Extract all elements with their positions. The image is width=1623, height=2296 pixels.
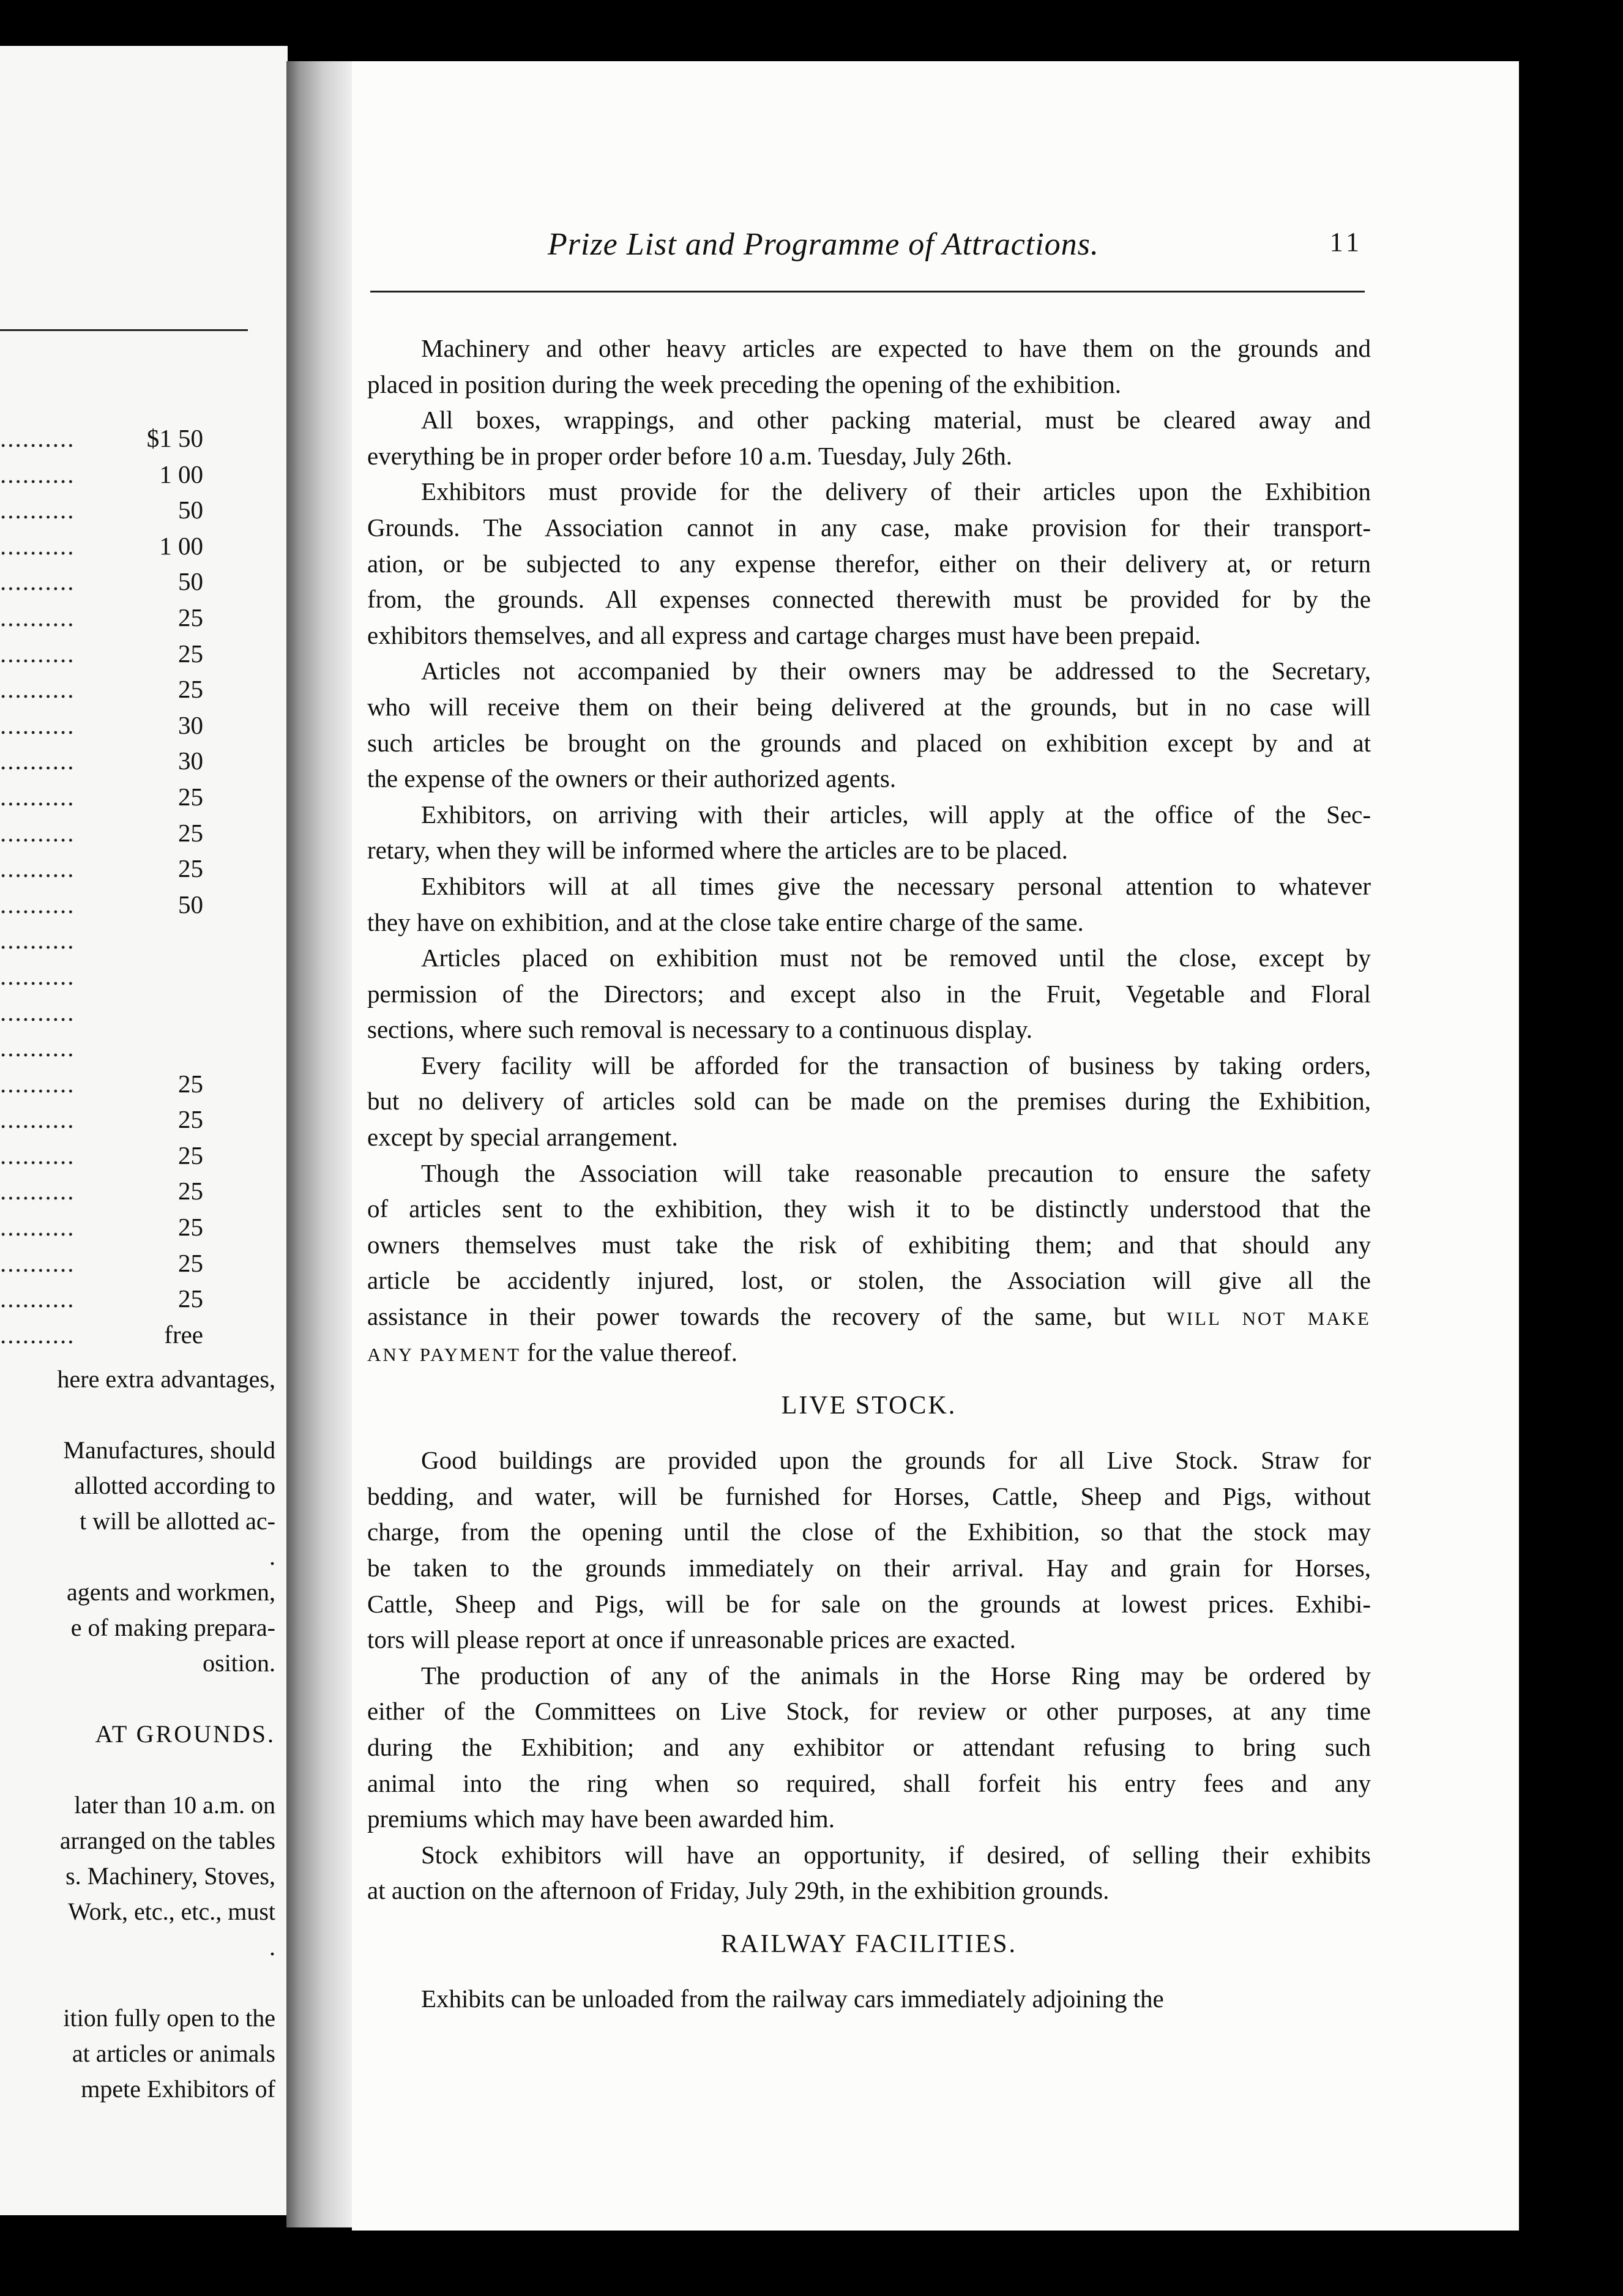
price-row bbox=[0, 851, 220, 887]
price-amount: 25 bbox=[174, 600, 203, 636]
text-segment: assistance in their power towards the recovery of the same, but bbox=[367, 1302, 1146, 1331]
price-leader: .......... bbox=[0, 1320, 75, 1349]
left-fragment-line: at articles or animals bbox=[72, 2040, 275, 2067]
text-line bbox=[367, 1335, 1371, 1371]
price-amount: 25 bbox=[174, 1209, 203, 1245]
price-leader: .......... bbox=[0, 424, 75, 452]
text-line: All boxes, wrappings, and other packing material, must be cleared away and bbox=[421, 406, 1371, 434]
price-leader: .......... bbox=[0, 961, 75, 990]
paragraph-stock-auction bbox=[367, 1837, 1371, 1909]
text-line: during the Exhibition; and any exhibitor or attendant refusing to bring such bbox=[367, 1732, 1371, 1761]
text-line: animal into the ring when so required, shall forfeit his entry fees and any bbox=[367, 1769, 1371, 1797]
price-row bbox=[0, 1030, 220, 1066]
price-leader: .......... bbox=[0, 1177, 75, 1206]
price-row bbox=[0, 958, 220, 994]
left-fragment-line: agents and workmen, bbox=[66, 1578, 275, 1606]
price-amount: 25 bbox=[174, 1281, 203, 1317]
text-line: Articles placed on exhibition must not be removed until the close, except by bbox=[421, 944, 1371, 972]
text-line: bedding, and water, will be furnished for Horses, Cattle, Sheep and Pigs, without bbox=[367, 1482, 1371, 1510]
section-title-live-stock: LIVE STOCK. bbox=[781, 1392, 957, 1420]
price-row bbox=[0, 564, 220, 600]
price-amount: 50 bbox=[174, 887, 203, 923]
left-fragment-line: AT GROUNDS. bbox=[95, 1720, 275, 1748]
price-leader: .......... bbox=[0, 1105, 75, 1134]
page-number: 11 bbox=[1329, 227, 1363, 257]
left-fragment-line: Manufactures, should bbox=[63, 1436, 275, 1464]
left-fragment-line: arranged on the tables bbox=[59, 1827, 275, 1854]
price-leader: .......... bbox=[0, 1034, 75, 1062]
price-leader: .......... bbox=[0, 890, 75, 919]
text-line: Articles not accompanied by their owners may be addressed to the Secretary, bbox=[421, 657, 1371, 685]
text-line: from, the grounds. All expenses connected therewith must be provided for by the bbox=[367, 585, 1371, 614]
text-line: Exhibitors, on arriving with their articles, will apply at the office of the Sec- bbox=[421, 800, 1371, 829]
price-leader: .......... bbox=[0, 854, 75, 883]
price-row bbox=[0, 779, 220, 815]
price-amount: free bbox=[160, 1317, 203, 1353]
text-segment: for the value thereof. bbox=[527, 1338, 737, 1366]
price-row bbox=[0, 1245, 220, 1281]
text-line: retary, when they will be informed where the articles are to be placed. bbox=[367, 836, 1068, 865]
price-amount: 30 bbox=[174, 743, 203, 779]
text-line bbox=[367, 1191, 1371, 1227]
price-amount: $1 50 bbox=[143, 420, 203, 457]
price-row bbox=[0, 420, 220, 457]
paragraph-delivery bbox=[367, 474, 1371, 653]
paragraph-heavy-articles bbox=[367, 330, 1371, 402]
price-row bbox=[0, 1138, 220, 1174]
left-fragment-line: e of making prepara- bbox=[70, 1614, 275, 1641]
left-fragment-line bbox=[0, 1965, 275, 2000]
text-line bbox=[367, 1299, 1371, 1335]
left-fragment-line: allotted according to bbox=[74, 1472, 275, 1499]
text-line: Every facility will be afforded for the transaction of business by taking orders, bbox=[421, 1051, 1371, 1079]
text-line: premiums which may have been awarded him. bbox=[367, 1805, 835, 1833]
price-leader: .......... bbox=[0, 460, 75, 488]
price-amount: 50 bbox=[174, 564, 203, 600]
page-header bbox=[352, 226, 1519, 269]
text-line: everything be in proper order before 10 a.m. Tuesday, July 26th. bbox=[367, 441, 1013, 470]
text-line: permission of the Directors; and except also in the Fruit, Vegetable and Floral bbox=[367, 979, 1371, 1008]
price-amount: 25 bbox=[174, 779, 203, 815]
price-row bbox=[0, 707, 220, 744]
price-row bbox=[0, 887, 220, 923]
price-amount: 25 bbox=[174, 1101, 203, 1138]
price-row bbox=[0, 457, 220, 493]
text-line: either of the Committees on Live Stock, for review or other purposes, at any time bbox=[367, 1697, 1371, 1726]
paragraph-business bbox=[367, 1048, 1371, 1155]
price-leader: .......... bbox=[0, 639, 75, 668]
price-amount: 25 bbox=[174, 815, 203, 851]
text-segment: of articles sent to the exhibition, they wish it to be distinctly understood that the bbox=[367, 1195, 1371, 1223]
price-leader: .......... bbox=[0, 710, 75, 739]
text-line: who will receive them on their being delivered at the grounds, but in no case will bbox=[367, 692, 1371, 721]
left-page-rule bbox=[0, 329, 248, 331]
paragraph-live-stock-buildings bbox=[367, 1442, 1371, 1658]
price-leader: .......... bbox=[0, 926, 75, 955]
text-line: sections, where such removal is necessary to a continuous display. bbox=[367, 1015, 1032, 1044]
paragraph-packing-material bbox=[367, 402, 1371, 474]
price-leader: .......... bbox=[0, 747, 75, 775]
running-title: Prize List and Programme of Attractions. bbox=[548, 227, 1099, 262]
text-line bbox=[367, 1262, 1371, 1299]
price-row bbox=[0, 1317, 220, 1353]
price-amount: 25 bbox=[174, 1138, 203, 1174]
price-amount: 30 bbox=[174, 707, 203, 744]
text-line: placed in position during the week preceding the opening of the exhibition. bbox=[367, 370, 1121, 398]
price-row bbox=[0, 922, 220, 958]
left-text-fragments bbox=[0, 1362, 282, 2107]
text-line bbox=[367, 1227, 1371, 1263]
left-fragment-line: here extra advantages, bbox=[57, 1365, 275, 1393]
text-line: exhibitors themselves, and all express and cartage charges must have been prepaid. bbox=[367, 621, 1201, 649]
price-leader: .......... bbox=[0, 1213, 75, 1242]
left-fragment-line bbox=[0, 1681, 275, 1716]
price-leader: .......... bbox=[0, 567, 75, 596]
price-leader: .......... bbox=[0, 1141, 75, 1169]
price-leader: .......... bbox=[0, 997, 75, 1026]
paragraph-railway bbox=[367, 1981, 1371, 2017]
price-row bbox=[0, 600, 220, 636]
paragraph-horse-ring bbox=[367, 1658, 1371, 1837]
price-row bbox=[0, 994, 220, 1031]
text-line: be taken to the grounds immediately on their arrival. Hay and grain for Horses, bbox=[367, 1554, 1371, 1582]
text-segment: article be accidently injured, lost, or stolen, the Association will give all the bbox=[367, 1266, 1371, 1295]
text-line: Exhibitors must provide for the delivery of their articles upon the Exhibition bbox=[421, 477, 1371, 506]
price-amount: 25 bbox=[174, 1173, 203, 1209]
text-line: they have on exhibition, and at the close take entire charge of the same. bbox=[367, 908, 1084, 936]
price-leader: .......... bbox=[0, 675, 75, 704]
book-gutter-shadow bbox=[286, 61, 354, 2227]
price-row bbox=[0, 671, 220, 707]
text-line: the expense of the owners or their authorized agents. bbox=[367, 764, 897, 793]
left-page bbox=[0, 46, 288, 2215]
price-leader: .......... bbox=[0, 782, 75, 811]
price-amount: 50 bbox=[174, 492, 203, 528]
right-page bbox=[352, 61, 1519, 2231]
text-line: at auction on the afternoon of Friday, July 29th, in the exhibition grounds. bbox=[367, 1876, 1110, 1905]
price-amount: 25 bbox=[174, 636, 203, 672]
header-rule bbox=[370, 291, 1365, 293]
text-segment: owners themselves must take the risk of exhibiting them; and that should any bbox=[367, 1230, 1371, 1259]
small-caps-text: ANY PAYMENT bbox=[367, 1343, 521, 1365]
text-line: The production of any of the animals in the Horse Ring may be ordered by bbox=[421, 1661, 1371, 1690]
left-fragment-line: ition fully open to the bbox=[63, 2004, 275, 2032]
price-leader: .......... bbox=[0, 496, 75, 524]
text-line: Machinery and other heavy articles are expected to have them on the grounds and bbox=[421, 334, 1371, 362]
price-row bbox=[0, 492, 220, 528]
left-fragment-line: . bbox=[269, 1933, 275, 1961]
text-line: Exhibitors will at all times give the necessary personal attention to whatever bbox=[421, 871, 1371, 900]
text-line: such articles be brought on the grounds and placed on exhibition except by and at bbox=[367, 728, 1371, 757]
price-row bbox=[0, 1173, 220, 1209]
price-leader: .......... bbox=[0, 1248, 75, 1277]
text-line bbox=[367, 1155, 1371, 1191]
text-line: Grounds. The Association cannot in any case, make provision for their transport- bbox=[367, 513, 1371, 542]
text-line: ation, or be subjected to any expense therefor, either on their delivery at, or return bbox=[367, 549, 1371, 578]
price-row bbox=[0, 636, 220, 672]
paragraph-unaccompanied-articles bbox=[367, 653, 1371, 796]
paragraph-liability bbox=[367, 1155, 1371, 1371]
price-row bbox=[0, 528, 220, 564]
left-fragment-line: Work, etc., etc., must bbox=[68, 1898, 275, 1925]
section-title-railway: RAILWAY FACILITIES. bbox=[721, 1929, 1017, 1958]
price-amount: 25 bbox=[174, 1245, 203, 1281]
price-amount: 25 bbox=[174, 671, 203, 707]
text-line: but no delivery of articles sold can be made on the premises during the Exhibition, bbox=[367, 1087, 1371, 1116]
text-line: Stock exhibitors will have an opportunity, if desired, of selling their exhibits bbox=[421, 1840, 1371, 1869]
left-fragment-line bbox=[0, 1752, 275, 1787]
text-line: Exhibits can be unloaded from the railway cars immediately adjoining the bbox=[421, 1984, 1164, 2013]
left-fragment-line: . bbox=[269, 1543, 275, 1570]
price-amount: 25 bbox=[174, 851, 203, 887]
price-leader: .......... bbox=[0, 1284, 75, 1313]
small-caps-text: WILL NOT MAKE bbox=[1166, 1308, 1371, 1330]
price-row bbox=[0, 1101, 220, 1138]
price-row bbox=[0, 743, 220, 779]
price-row bbox=[0, 1281, 220, 1317]
price-leader: .......... bbox=[0, 603, 75, 632]
price-amount: 1 00 bbox=[155, 528, 203, 564]
text-line: Good buildings are provided upon the grounds for all Live Stock. Straw for bbox=[421, 1446, 1371, 1475]
left-fragment-line: s. Machinery, Stoves, bbox=[65, 1862, 275, 1890]
price-leader: .......... bbox=[0, 1069, 75, 1098]
text-line: tors will please report at once if unreasonable prices are exacted. bbox=[367, 1625, 1016, 1654]
price-leader: .......... bbox=[0, 531, 75, 560]
left-fragment-line: osition. bbox=[203, 1649, 275, 1677]
left-fragment-line bbox=[0, 1397, 275, 1433]
left-fragment-line: later than 10 a.m. on bbox=[74, 1791, 275, 1819]
text-line: except by special arrangement. bbox=[367, 1123, 678, 1152]
price-amount: 25 bbox=[174, 1066, 203, 1102]
text-line: charge, from the opening until the close of the Exhibition, so that the stock may bbox=[367, 1518, 1371, 1546]
left-fragment-line: t will be allotted ac- bbox=[80, 1507, 275, 1535]
price-row bbox=[0, 1209, 220, 1245]
price-leader: .......... bbox=[0, 818, 75, 847]
price-row bbox=[0, 1066, 220, 1102]
left-fragment-line: mpete Exhibitors of bbox=[81, 2075, 275, 2103]
paragraph-arriving-exhibitors bbox=[367, 797, 1371, 868]
paragraph-personal-attention bbox=[367, 868, 1371, 940]
text-segment: Though the Association will take reasonable precaution to ensure the safety bbox=[421, 1158, 1371, 1187]
text-line: Cattle, Sheep and Pigs, will be for sale on the grounds at lowest prices. Exhibi- bbox=[367, 1589, 1371, 1618]
price-row bbox=[0, 815, 220, 851]
left-price-list bbox=[0, 420, 220, 1352]
paragraph-removal bbox=[367, 940, 1371, 1048]
price-amount: 1 00 bbox=[155, 457, 203, 493]
page-body bbox=[367, 330, 1371, 2017]
